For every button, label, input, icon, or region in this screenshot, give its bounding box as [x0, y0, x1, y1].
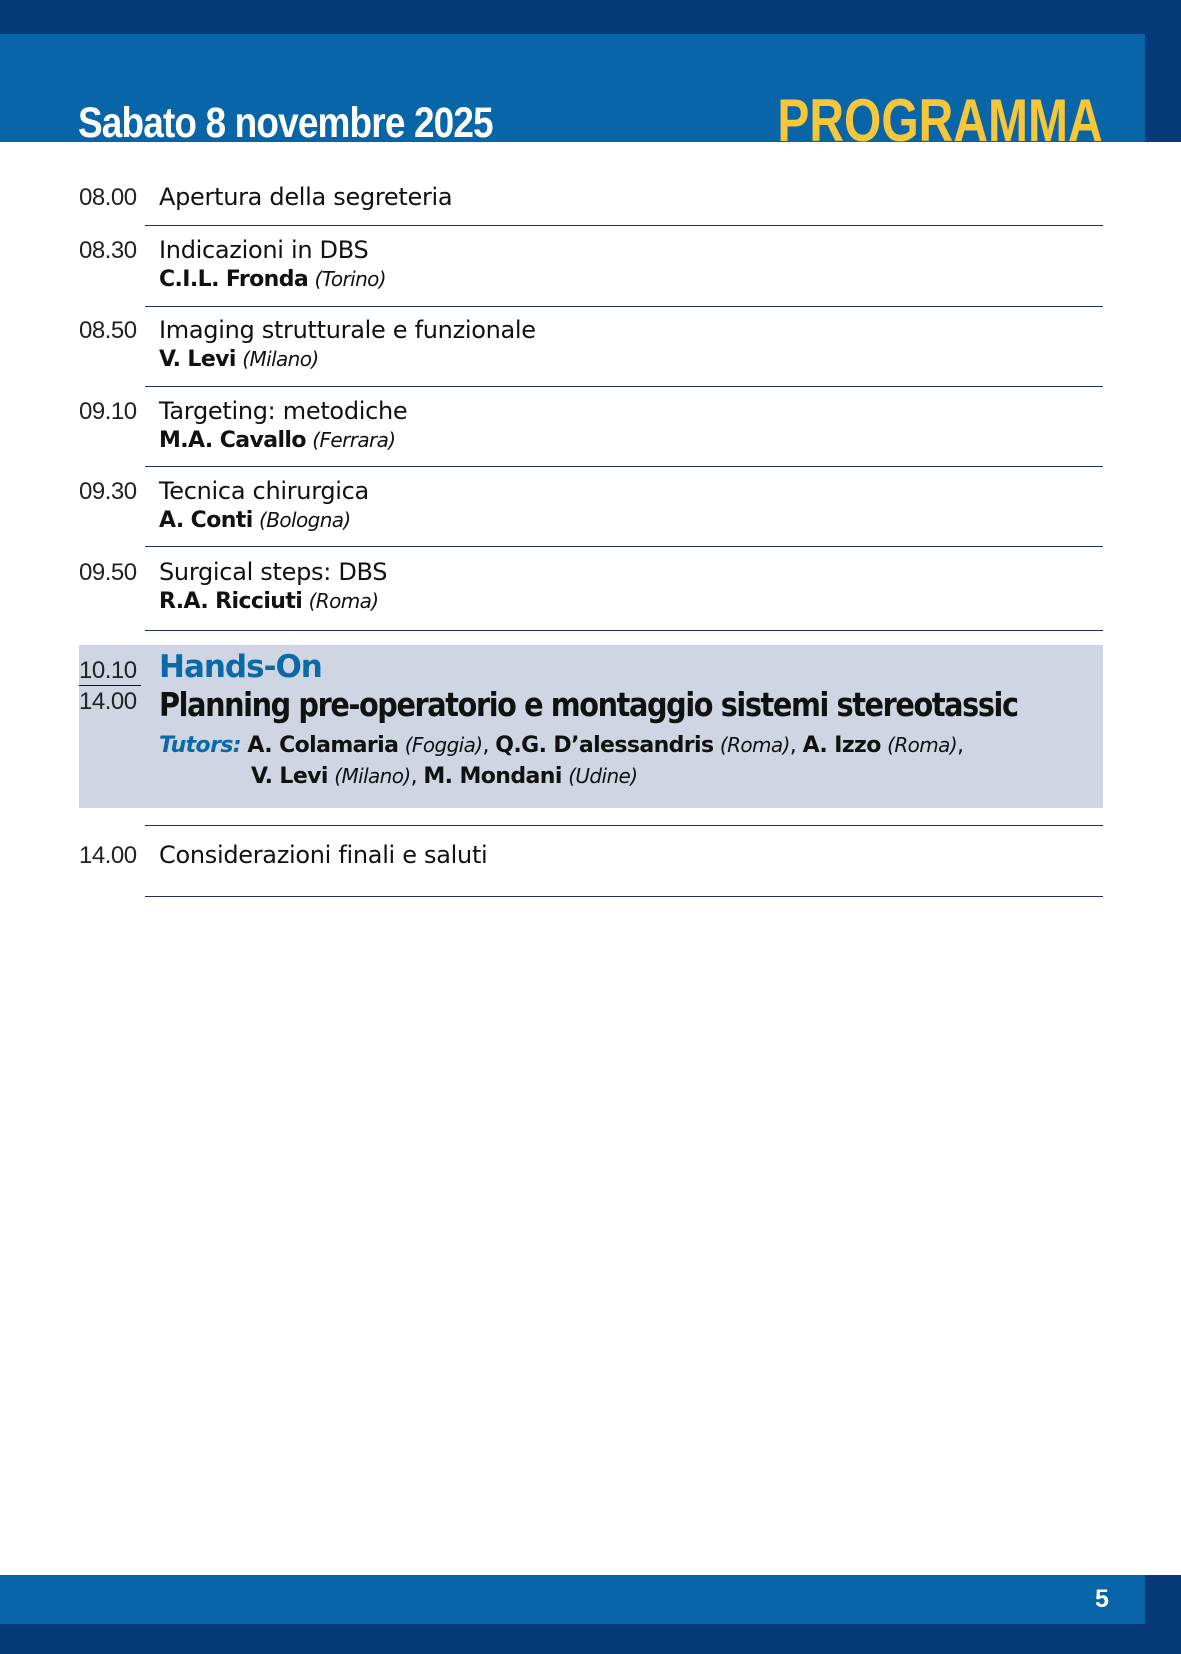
row-divider: [145, 546, 1103, 547]
row-divider: [145, 306, 1103, 307]
footer-band-dark: [0, 1624, 1145, 1654]
tutor-city: (Milano): [334, 764, 411, 788]
row-divider: [145, 896, 1103, 897]
row-divider: [145, 825, 1103, 826]
speaker-name: M.A. Cavallo: [159, 428, 306, 453]
hands-on-title: Planning pre-operatorio e montaggio sistemi stereotassic: [159, 685, 1018, 724]
session-time: 08.50: [79, 317, 137, 344]
session-title: Considerazioni finali e saluti: [159, 841, 488, 869]
tutor-name: M. Mondani: [423, 764, 562, 789]
session-time: 08.00: [79, 184, 137, 211]
session-title: Tecnica chirurgica: [159, 477, 369, 505]
tutor-city: (Roma): [719, 733, 790, 757]
row-divider: [145, 386, 1103, 387]
session-speaker: [159, 589, 378, 614]
tutor-name: A. Izzo: [802, 733, 881, 758]
session-time: 09.50: [79, 559, 137, 586]
tutors-line-2: V. Levi (Milano), M. Mondani (Udine): [251, 764, 638, 789]
hands-on-end-time: 14.00: [79, 688, 137, 715]
speaker-city: (Bologna): [259, 508, 351, 532]
row-divider: [145, 466, 1103, 467]
speaker-city: (Ferrara): [312, 428, 396, 452]
session-title: Apertura della segreteria: [159, 183, 453, 211]
tutor-name: Q.G. D’alessandris: [495, 733, 714, 758]
footer-right-strip: [1145, 1575, 1181, 1654]
tutors-label: Tutors:: [159, 733, 242, 758]
speaker-city: (Torino): [314, 267, 387, 291]
row-divider: [145, 630, 1103, 631]
speaker-name: A. Conti: [159, 508, 253, 533]
speaker-name: V. Levi: [159, 347, 236, 372]
header-title: PROGRAMMA: [777, 87, 1103, 154]
page-number: 5: [1095, 1585, 1109, 1613]
session-time: 08.30: [79, 237, 137, 264]
session-speaker: [159, 508, 351, 533]
session-time: 09.30: [79, 478, 137, 505]
speaker-city: (Milano): [242, 347, 319, 371]
session-time: 09.10: [79, 398, 137, 425]
row-divider: [145, 225, 1103, 226]
speaker-name: C.I.L. Fronda: [159, 267, 309, 292]
header-date: Sabato 8 novembre 2025: [78, 99, 493, 144]
tutors-list: Tutors: A. Colamaria (Foggia), Q.G. D’alessandris (Roma), A. Izzo (Roma), V. Levi (Milano), M. Mondani (Udine): [159, 730, 963, 792]
tutor-name: V. Levi: [251, 764, 328, 789]
tutor-city: (Udine): [568, 764, 638, 788]
header-band-dark: [0, 0, 1145, 34]
session-title: Surgical steps: DBS: [159, 558, 388, 586]
session-speaker: [159, 347, 319, 372]
hands-on-heading: Hands-On: [159, 649, 322, 685]
tutor-city: (Roma): [887, 733, 958, 757]
speaker-city: (Roma): [308, 589, 379, 613]
session-speaker: [159, 428, 396, 453]
header-right-strip: [1145, 0, 1181, 142]
session-title: Targeting: metodiche: [159, 397, 408, 425]
hands-on-start-time: 10.10: [79, 657, 141, 686]
session-speaker: [159, 267, 386, 292]
footer-band: [0, 1575, 1145, 1624]
session-title: Indicazioni in DBS: [159, 236, 369, 264]
tutor-name: A. Colamaria: [247, 733, 399, 758]
speaker-name: R.A. Ricciuti: [159, 589, 303, 614]
tutor-city: (Foggia): [404, 733, 483, 757]
session-time: 14.00: [79, 842, 137, 869]
session-title: Imaging strutturale e funzionale: [159, 316, 536, 344]
